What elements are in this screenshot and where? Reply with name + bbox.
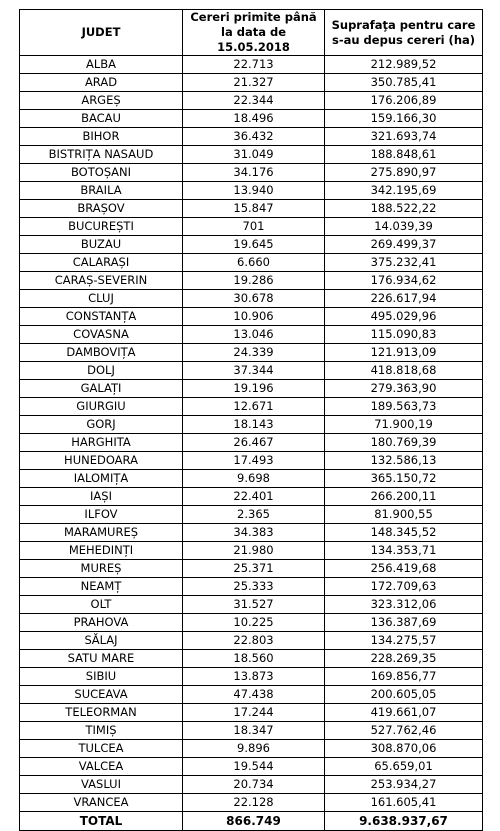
table-row	[20, 794, 483, 812]
table-row	[20, 758, 483, 776]
area-cell: 253.934,27	[325, 776, 483, 794]
requests-cell: 25.333	[183, 578, 325, 596]
area-cell: 418.818,68	[325, 362, 483, 380]
county-cell: TELEORMAN	[20, 704, 183, 722]
requests-cell: 22.401	[183, 488, 325, 506]
requests-cell: 18.560	[183, 650, 325, 668]
requests-cell: 22.713	[183, 56, 325, 74]
county-cell: HUNEDOARA	[20, 452, 183, 470]
header-row	[20, 10, 483, 56]
area-cell: 161.605,41	[325, 794, 483, 812]
table-row	[20, 290, 483, 308]
table-row	[20, 524, 483, 542]
requests-cell: 13.046	[183, 326, 325, 344]
total-area: 9.638.937,67	[325, 812, 483, 831]
requests-cell: 2.365	[183, 506, 325, 524]
area-cell: 180.769,39	[325, 434, 483, 452]
county-cell: SIBIU	[20, 668, 183, 686]
county-cell: CONSTANȚA	[20, 308, 183, 326]
table-row	[20, 740, 483, 758]
table-row	[20, 380, 483, 398]
requests-cell: 22.803	[183, 632, 325, 650]
area-cell: 132.586,13	[325, 452, 483, 470]
table-row	[20, 704, 483, 722]
county-cell: PRAHOVA	[20, 614, 183, 632]
table-row	[20, 650, 483, 668]
county-cell: TULCEA	[20, 740, 183, 758]
table-row	[20, 362, 483, 380]
area-cell: 228.269,35	[325, 650, 483, 668]
county-cell: BUCUREȘTI	[20, 218, 183, 236]
requests-cell: 6.660	[183, 254, 325, 272]
table-row	[20, 596, 483, 614]
table-row	[20, 416, 483, 434]
area-cell: 419.661,07	[325, 704, 483, 722]
county-cell: MARAMUREȘ	[20, 524, 183, 542]
table-body	[20, 56, 483, 812]
county-cell: BOTOȘANI	[20, 164, 183, 182]
area-cell: 375.232,41	[325, 254, 483, 272]
area-cell: 200.605,05	[325, 686, 483, 704]
county-cell: NEAMȚ	[20, 578, 183, 596]
area-cell: 136.387,69	[325, 614, 483, 632]
requests-cell: 19.645	[183, 236, 325, 254]
county-cell: SUCEAVA	[20, 686, 183, 704]
table-row	[20, 434, 483, 452]
area-cell: 159.166,30	[325, 110, 483, 128]
total-requests: 866.749	[183, 812, 325, 831]
county-cell: BRAȘOV	[20, 200, 183, 218]
area-cell: 269.499,37	[325, 236, 483, 254]
requests-cell: 36.432	[183, 128, 325, 146]
area-cell: 188.522,22	[325, 200, 483, 218]
county-cell: SATU MARE	[20, 650, 183, 668]
county-cell: MEHEDINȚI	[20, 542, 183, 560]
requests-cell: 10.225	[183, 614, 325, 632]
county-cell: VALCEA	[20, 758, 183, 776]
county-cell: ARAD	[20, 74, 183, 92]
requests-cell: 47.438	[183, 686, 325, 704]
table-row	[20, 110, 483, 128]
county-cell: TIMIȘ	[20, 722, 183, 740]
table-header	[20, 10, 483, 56]
area-cell: 323.312,06	[325, 596, 483, 614]
county-cell: GORJ	[20, 416, 183, 434]
requests-cell: 18.143	[183, 416, 325, 434]
table-row	[20, 146, 483, 164]
requests-cell: 17.493	[183, 452, 325, 470]
county-cell: HARGHITA	[20, 434, 183, 452]
county-cell: ARGEȘ	[20, 92, 183, 110]
table-row	[20, 470, 483, 488]
table-row	[20, 614, 483, 632]
header-requests: Cereri primite până la data de 15.05.2018	[183, 10, 325, 56]
requests-cell: 26.467	[183, 434, 325, 452]
county-cell: IALOMIȚA	[20, 470, 183, 488]
table-row	[20, 344, 483, 362]
table-row	[20, 200, 483, 218]
table-row	[20, 74, 483, 92]
requests-cell: 34.383	[183, 524, 325, 542]
table-row	[20, 182, 483, 200]
area-cell: 148.345,52	[325, 524, 483, 542]
area-cell: 365.150,72	[325, 470, 483, 488]
table-row	[20, 452, 483, 470]
area-cell: 308.870,06	[325, 740, 483, 758]
area-cell: 172.709,63	[325, 578, 483, 596]
requests-cell: 13.940	[183, 182, 325, 200]
requests-cell: 13.873	[183, 668, 325, 686]
county-cell: ALBA	[20, 56, 183, 74]
table-row	[20, 128, 483, 146]
requests-cell: 21.980	[183, 542, 325, 560]
total-row	[20, 812, 483, 831]
total-label: TOTAL	[20, 812, 183, 831]
requests-cell: 31.527	[183, 596, 325, 614]
area-cell: 495.029,96	[325, 308, 483, 326]
table-row	[20, 164, 483, 182]
county-cell: MUREȘ	[20, 560, 183, 578]
county-cell: DAMBOVIȚA	[20, 344, 183, 362]
area-cell: 342.195,69	[325, 182, 483, 200]
county-cell: BIHOR	[20, 128, 183, 146]
table-row	[20, 92, 483, 110]
requests-cell: 19.196	[183, 380, 325, 398]
requests-cell: 34.176	[183, 164, 325, 182]
county-cell: BRAILA	[20, 182, 183, 200]
area-cell: 65.659,01	[325, 758, 483, 776]
requests-cell: 15.847	[183, 200, 325, 218]
area-cell: 266.200,11	[325, 488, 483, 506]
table-row	[20, 668, 483, 686]
requests-cell: 24.339	[183, 344, 325, 362]
table-row	[20, 272, 483, 290]
table-row	[20, 326, 483, 344]
table-row	[20, 542, 483, 560]
requests-cell: 18.347	[183, 722, 325, 740]
county-cell: CARAȘ-SEVERIN	[20, 272, 183, 290]
table-row	[20, 722, 483, 740]
requests-cell: 9.698	[183, 470, 325, 488]
requests-cell: 19.544	[183, 758, 325, 776]
requests-cell: 37.344	[183, 362, 325, 380]
county-cell: OLT	[20, 596, 183, 614]
table-row	[20, 686, 483, 704]
table-row	[20, 560, 483, 578]
county-cell: VRANCEA	[20, 794, 183, 812]
document-page	[19, 9, 483, 831]
county-cell: CALARAȘI	[20, 254, 183, 272]
area-cell: 279.363,90	[325, 380, 483, 398]
requests-cell: 21.327	[183, 74, 325, 92]
table-row	[20, 488, 483, 506]
table-row	[20, 578, 483, 596]
area-cell: 176.206,89	[325, 92, 483, 110]
county-cell: BUZAU	[20, 236, 183, 254]
area-cell: 189.563,73	[325, 398, 483, 416]
table-row	[20, 308, 483, 326]
area-cell: 350.785,41	[325, 74, 483, 92]
table-footer	[20, 812, 483, 831]
county-cell: SĂLAJ	[20, 632, 183, 650]
area-cell: 169.856,77	[325, 668, 483, 686]
requests-cell: 17.244	[183, 704, 325, 722]
requests-cell: 10.906	[183, 308, 325, 326]
requests-cell: 701	[183, 218, 325, 236]
area-cell: 134.353,71	[325, 542, 483, 560]
header-county: JUDET	[20, 10, 183, 56]
area-cell: 134.275,57	[325, 632, 483, 650]
table-row	[20, 398, 483, 416]
requests-cell: 22.344	[183, 92, 325, 110]
table-row	[20, 632, 483, 650]
area-cell: 226.617,94	[325, 290, 483, 308]
area-cell: 212.989,52	[325, 56, 483, 74]
area-cell: 115.090,83	[325, 326, 483, 344]
area-cell: 176.934,62	[325, 272, 483, 290]
area-cell: 321.693,74	[325, 128, 483, 146]
requests-cell: 31.049	[183, 146, 325, 164]
header-area: Suprafaţa pentru care s-au depus cereri (ha)	[325, 10, 483, 56]
county-cell: GALAȚI	[20, 380, 183, 398]
area-cell: 81.900,55	[325, 506, 483, 524]
county-cell: CLUJ	[20, 290, 183, 308]
table-row	[20, 254, 483, 272]
requests-table	[19, 9, 483, 831]
area-cell: 275.890,97	[325, 164, 483, 182]
county-cell: VASLUI	[20, 776, 183, 794]
county-cell: DOLJ	[20, 362, 183, 380]
area-cell: 14.039,39	[325, 218, 483, 236]
requests-cell: 30.678	[183, 290, 325, 308]
county-cell: BACAU	[20, 110, 183, 128]
table-row	[20, 236, 483, 254]
area-cell: 188.848,61	[325, 146, 483, 164]
requests-cell: 20.734	[183, 776, 325, 794]
table-row	[20, 218, 483, 236]
county-cell: ILFOV	[20, 506, 183, 524]
county-cell: IAȘI	[20, 488, 183, 506]
requests-cell: 9.896	[183, 740, 325, 758]
area-cell: 527.762,46	[325, 722, 483, 740]
county-cell: BISTRIȚA NASAUD	[20, 146, 183, 164]
requests-cell: 19.286	[183, 272, 325, 290]
requests-cell: 12.671	[183, 398, 325, 416]
requests-cell: 25.371	[183, 560, 325, 578]
requests-cell: 22.128	[183, 794, 325, 812]
area-cell: 121.913,09	[325, 344, 483, 362]
table-row	[20, 56, 483, 74]
county-cell: COVASNA	[20, 326, 183, 344]
table-row	[20, 776, 483, 794]
table-row	[20, 506, 483, 524]
area-cell: 256.419,68	[325, 560, 483, 578]
requests-cell: 18.496	[183, 110, 325, 128]
county-cell: GIURGIU	[20, 398, 183, 416]
area-cell: 71.900,19	[325, 416, 483, 434]
